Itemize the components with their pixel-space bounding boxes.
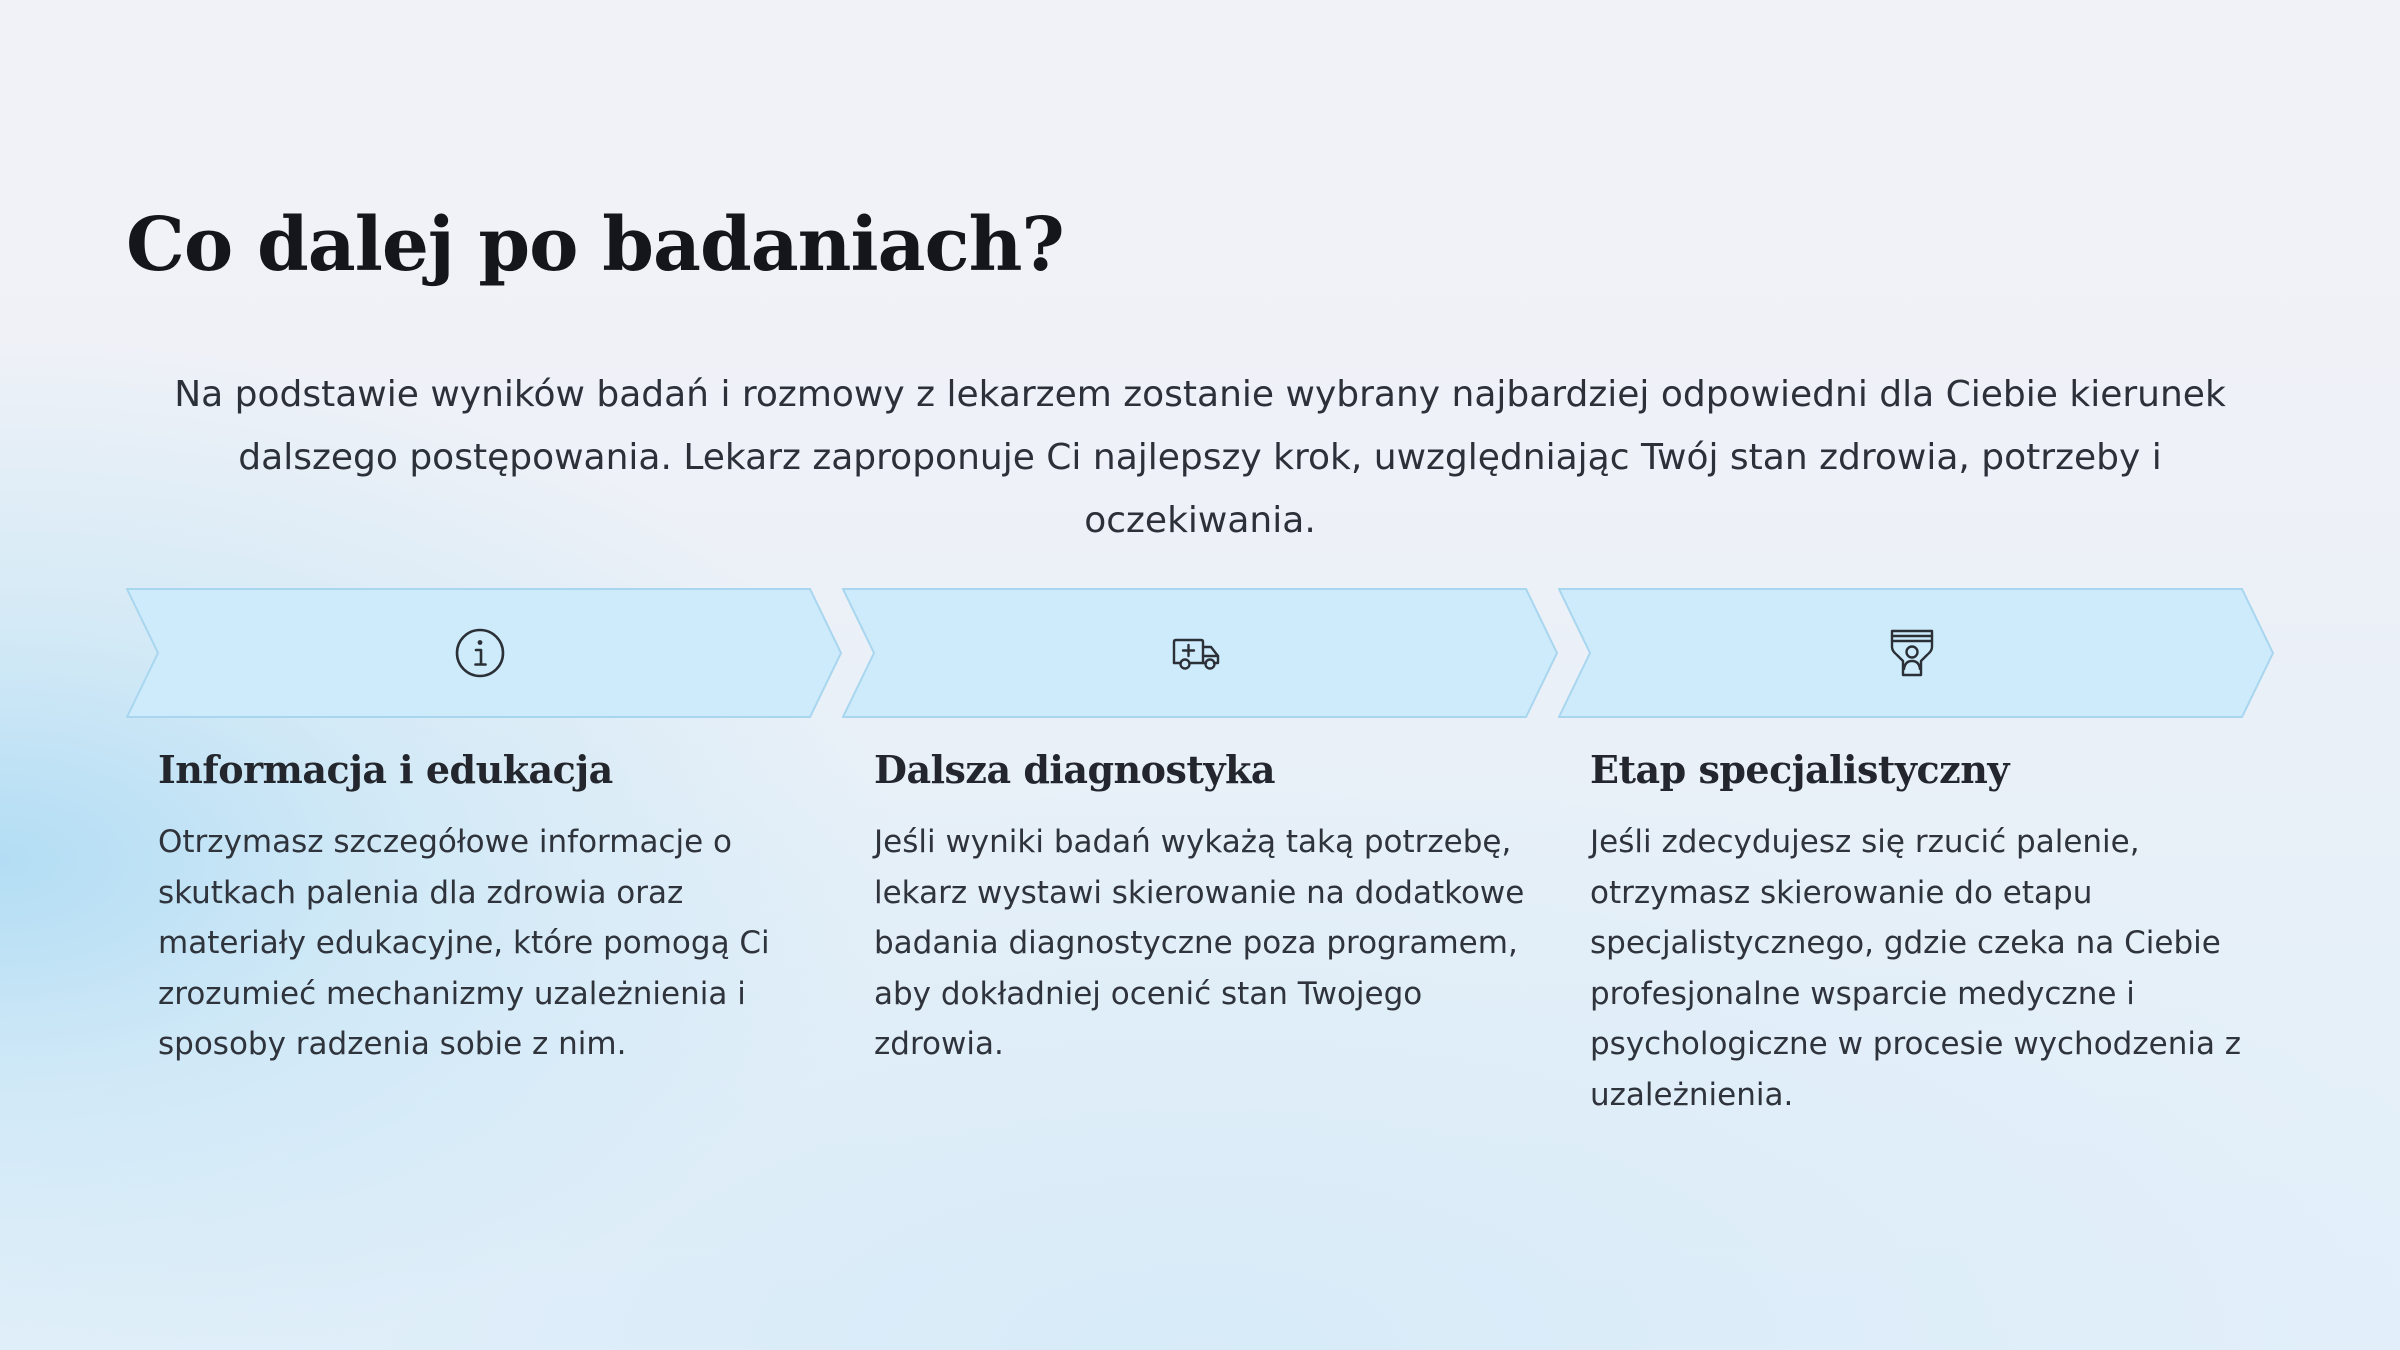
- step-description: Jeśli zdecydujesz się rzucić palenie, otrzymasz skierowanie do etapu specjalistycznego, gdzie czeka na Ciebie profesjonalne wsparcie medyczne i psychologiczne w procesie wychodzenia z uzależnienia.: [1590, 824, 2242, 1113]
- step-description: Otrzymasz szczegółowe informacje o skutkach palenia dla zdrowia oraz materiały edukacyjne, które pomogą Ci zrozumieć mechanizmy uzależnienia i sposoby radzenia sobie z nim.: [158, 824, 770, 1062]
- step-description: Jeśli wyniki badań wykażą taką potrzebę, lekarz wystawi skierowanie na dodatkowe badania diagnostyczne poza programem, aby dokładniej ocenić stan Twojego zdrowia.: [874, 824, 1525, 1062]
- step-chevron: [126, 588, 842, 718]
- step-title: Etap specjalistyczny: [1590, 747, 2009, 792]
- ambulance-icon: [1168, 625, 1224, 681]
- intro-paragraph: Na podstawie wyników badań i rozmowy z lekarzem zostanie wybrany najbardziej odpowiedni dla Ciebie kierunek dalszego postępowania. Lekarz zaproponuje Ci najlepszy krok, uwzględniając Twój stan zdrowia, potrzeby i oczekiwania.: [174, 374, 2226, 541]
- step-title: Informacja i edukacja: [158, 747, 613, 792]
- specialist-support-icon: [1884, 625, 1940, 681]
- page-title: Co dalej po badaniach?: [126, 202, 1064, 288]
- step-title: Dalsza diagnostyka: [874, 747, 1275, 792]
- steps-process: [126, 588, 2274, 1148]
- info-icon: [452, 625, 508, 681]
- step-chevron: [842, 588, 1558, 718]
- step-chevron: [1558, 588, 2274, 718]
